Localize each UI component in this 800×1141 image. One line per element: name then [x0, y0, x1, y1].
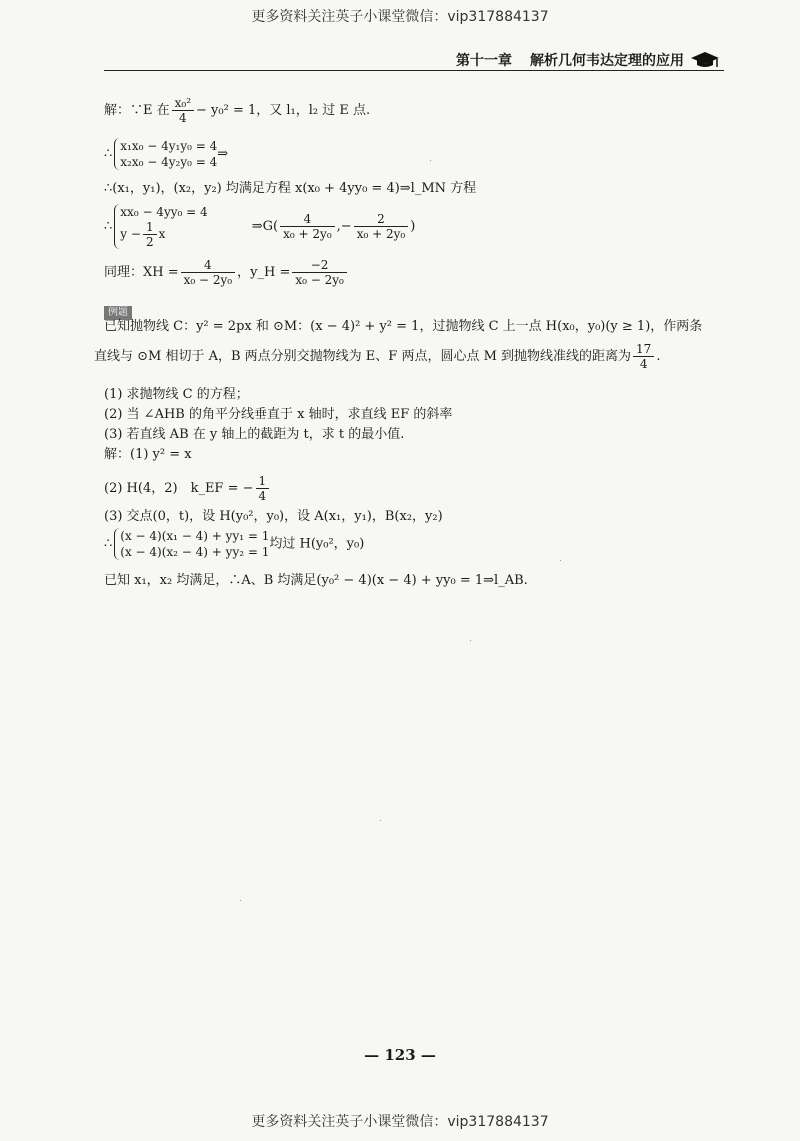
numerator: 2 — [354, 212, 409, 227]
scan-speck — [380, 820, 381, 821]
problem-line-2 — [94, 342, 660, 371]
denominator: 4 — [639, 357, 648, 371]
text: 解：∵E 在 — [104, 103, 170, 118]
equation: x₁x₀ − 4y₁y₀ = 4 — [120, 139, 218, 153]
denominator: x₀ + 2y₀ — [356, 227, 406, 241]
equation-system — [114, 528, 269, 560]
text: ) — [410, 219, 416, 234]
example-tag: 例题 — [104, 306, 132, 320]
watermark-top: 更多资料关注英子小课堂微信：vip317884137 — [251, 9, 549, 25]
implies: ⇒ — [217, 146, 229, 162]
header-rule — [104, 70, 724, 71]
text: 同理：XH = — [104, 265, 179, 280]
fraction — [354, 212, 409, 241]
equation: (x − 4)(x₂ − 4) + yy₂ = 1 — [120, 545, 270, 559]
text: y − — [120, 227, 141, 241]
denominator: x₀ − 2y₀ — [295, 273, 344, 287]
denominator: 4 — [258, 489, 267, 503]
therefore: ∴ — [104, 219, 113, 234]
numerator: 1 — [256, 474, 270, 489]
text: ⇒G( — [251, 219, 279, 234]
line-xh — [104, 258, 349, 287]
fraction — [633, 342, 654, 371]
graduation-cap-icon — [690, 50, 720, 70]
page-number: — 123 — — [364, 1046, 436, 1064]
line-mn-equation: ∴(x₁，y₁)，(x₂，y₂) 均满足方程 x(x₀ + 4yy₀ = 4)⇒l_MN 方程 — [104, 181, 477, 196]
denominator: 2 — [145, 235, 154, 249]
answer-3-conclusion: 已知 x₁，x₂ 均满足，∴A、B 均满足(y₀² − 4)(x − 4) + yy₀ = 1⇒l_AB. — [104, 573, 528, 588]
equation: (x − 4)(x₁ − 4) + yy₁ = 1 — [120, 529, 270, 543]
numerator: −2 — [292, 258, 347, 273]
question-1: (1) 求抛物线 C 的方程； — [104, 387, 249, 402]
text: − — [340, 219, 352, 234]
chapter-title: 解析几何韦达定理的应用 — [530, 53, 684, 69]
line-solution-e — [104, 96, 370, 125]
text: x — [158, 227, 166, 241]
text: (2) H(4，2) k_EF = − — [104, 481, 254, 496]
denominator: x₀ + 2y₀ — [283, 227, 332, 241]
denominator: x₀ − 2y₀ — [183, 273, 233, 287]
problem-line-1: 已知抛物线 C：y² = 2px 和 ⊙M：(x − 4)² + y² = 1，过抛物线 C 上一点 H(x₀，y₀)(y ≥ 1)，作两条 — [104, 319, 703, 334]
chapter-label: 第十一章 — [456, 53, 512, 69]
scan-speck — [560, 560, 561, 561]
question-2: (2) 当 ∠AHB 的角平分线垂直于 x 轴时，求直线 EF 的斜率 — [104, 407, 453, 422]
numerator: 1 — [143, 220, 157, 235]
text: ，y_H = — [237, 265, 291, 280]
equation-system — [114, 204, 207, 249]
denominator: 4 — [179, 111, 187, 125]
scan-speck — [470, 640, 471, 641]
text: − y₀² = 1，又 l₁，l₂ 过 E 点. — [196, 103, 371, 118]
answer-1: 解：(1) y² = x — [104, 447, 192, 462]
fraction — [280, 212, 335, 241]
answer-3-system — [104, 528, 364, 560]
scan-speck — [430, 160, 431, 161]
question-3: (3) 若直线 AB 在 y 轴上的截距为 t，求 t 的最小值. — [104, 427, 405, 442]
numerator: 4 — [280, 212, 335, 227]
fraction — [292, 258, 347, 287]
fraction — [181, 258, 236, 287]
numerator: x₀² — [172, 96, 194, 111]
line-system-2 — [104, 204, 415, 249]
running-header — [456, 50, 720, 70]
equation-system — [114, 138, 217, 170]
text: , — [336, 219, 341, 234]
answer-3: (3) 交点(0，t)，设 H(y₀²，y₀)，设 A(x₁，y₁)，B(x₂，y₂) — [104, 509, 443, 524]
watermark-bottom: 更多资料关注英子小课堂微信：vip317884137 — [251, 1114, 549, 1130]
text: . — [656, 349, 661, 364]
equation: xx₀ − 4yy₀ = 4 — [120, 205, 208, 219]
scan-speck — [240, 900, 241, 901]
fraction — [143, 220, 157, 249]
numerator: 4 — [181, 258, 236, 273]
fraction — [256, 474, 270, 503]
line-system-1 — [104, 138, 228, 170]
fraction — [172, 96, 194, 125]
therefore: ∴ — [104, 146, 113, 162]
answer-2 — [104, 474, 271, 503]
equation: x₂x₀ − 4y₂y₀ = 4 — [120, 155, 218, 169]
therefore: ∴ — [104, 536, 113, 552]
numerator: 17 — [633, 342, 654, 357]
text: 直线与 ⊙M 相切于 A，B 两点分别交抛物线为 E、F 两点，圆心点 M 到抛物线准线的距离为 — [94, 349, 632, 364]
text: 均过 H(y₀²，y₀) — [269, 536, 365, 552]
